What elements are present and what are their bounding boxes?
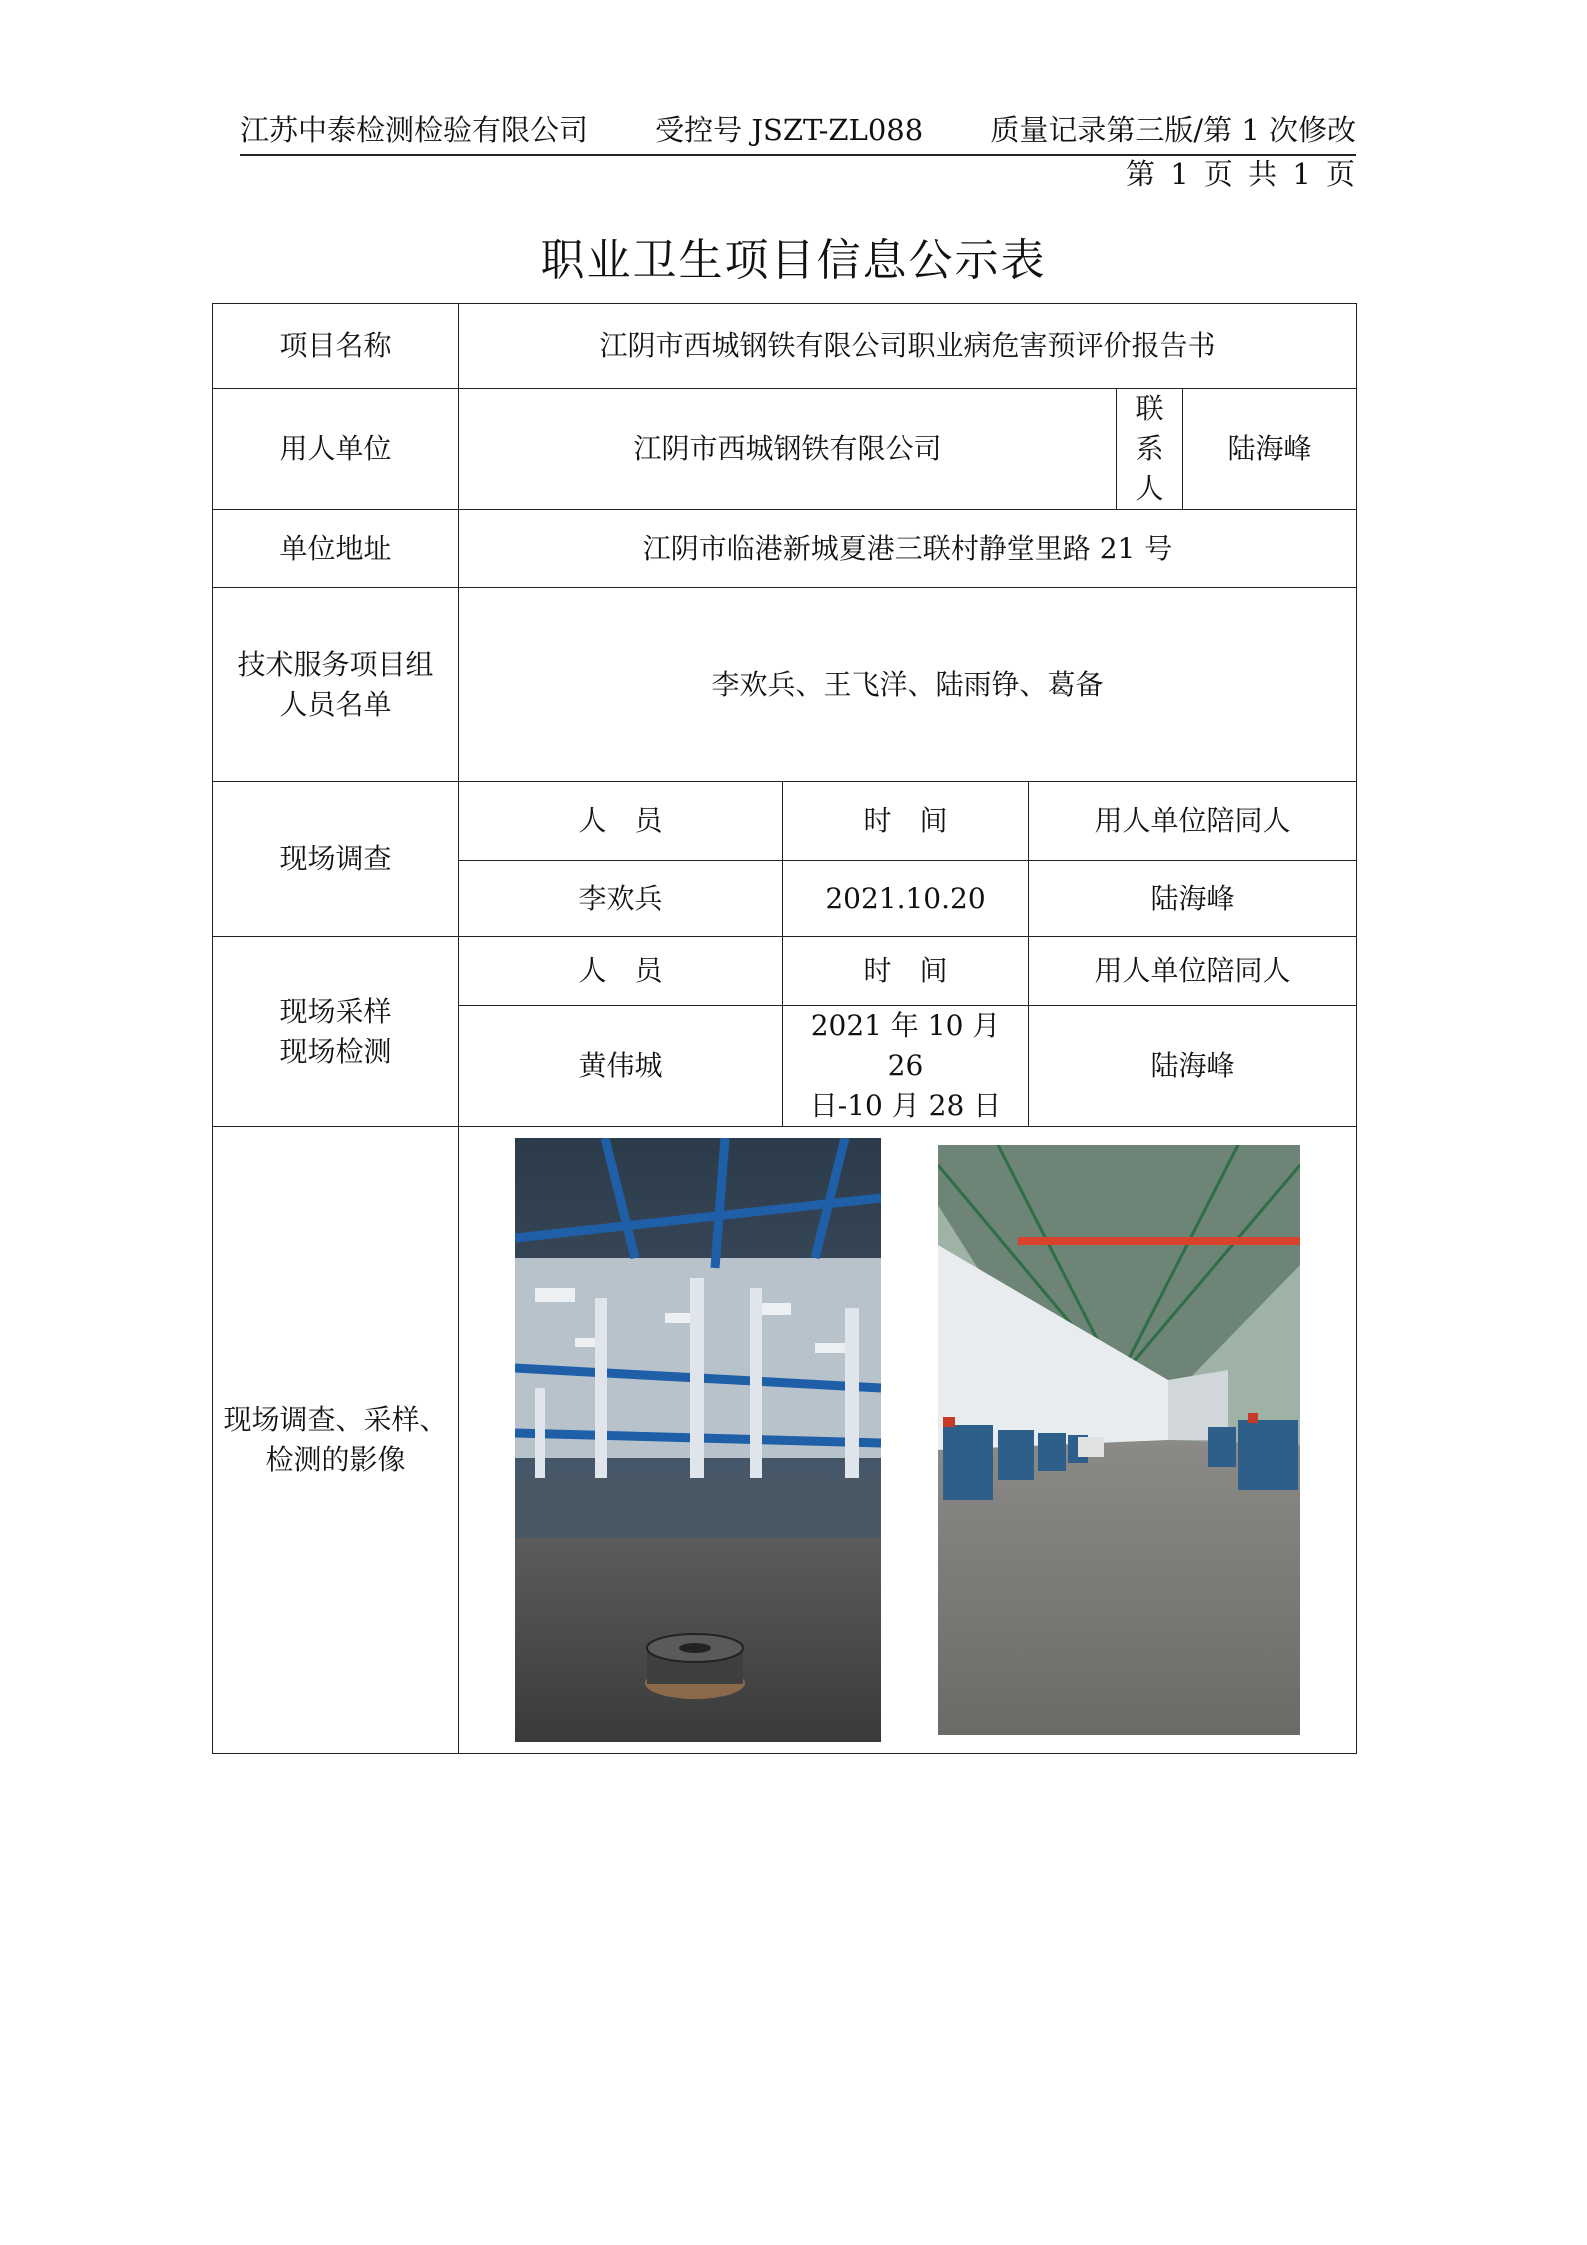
sampling-time-line2: 日-10 月 28 日 (809, 1089, 1002, 1122)
table-row (213, 389, 1357, 510)
factory-interior-photo-2 (938, 1145, 1300, 1735)
survey-col-person: 人 员 (459, 782, 783, 861)
images-label-line2: 检测的影像 (265, 1443, 406, 1476)
survey-col-time: 时 间 (783, 782, 1029, 861)
project-name: 江阴市西城钢铁有限公司职业病危害预评价报告书 (459, 304, 1357, 389)
site-photos (459, 1138, 1356, 1742)
employer-name: 江阴市西城钢铁有限公司 (459, 389, 1117, 510)
table-row (213, 304, 1357, 389)
images-label-line1: 现场调查、采样、 (223, 1403, 448, 1436)
site-photos-cell (459, 1127, 1357, 1754)
page-count: 第 1 页 共 1 页 (1126, 157, 1355, 191)
document-title: 职业卫生项目信息公示表 (540, 235, 1047, 286)
control-number: 受控号 JSZT-ZL088 (655, 113, 924, 147)
contact-label: 联系人 (1117, 389, 1183, 510)
sampling-label-line2: 现场检测 (279, 1034, 392, 1068)
images-label (213, 1127, 459, 1754)
survey-companion: 陆海峰 (1029, 861, 1357, 937)
table-row (213, 588, 1357, 782)
address-label: 单位地址 (213, 510, 459, 588)
sampling-col-companion: 用人单位陪同人 (1029, 937, 1357, 1006)
address-value: 江阴市临港新城夏港三联村静堂里路 21 号 (459, 510, 1357, 588)
sampling-label-line1: 现场采样 (279, 994, 392, 1028)
employer-label: 用人单位 (213, 389, 459, 510)
survey-time: 2021.10.20 (783, 861, 1029, 937)
team-label (213, 588, 459, 782)
info-table (212, 303, 1357, 1754)
factory-interior-photo-1 (515, 1138, 881, 1742)
sampling-label (213, 937, 459, 1127)
sampling-col-person: 人 员 (459, 937, 783, 1006)
team-members: 李欢兵、王飞洋、陆雨铮、葛备 (459, 588, 1357, 782)
sampling-col-time: 时 间 (783, 937, 1029, 1006)
contact-name: 陆海峰 (1183, 389, 1357, 510)
survey-label: 现场调查 (213, 782, 459, 937)
team-label-line2: 人员名单 (279, 687, 392, 721)
survey-person: 李欢兵 (459, 861, 783, 937)
sampling-person: 黄伟城 (459, 1006, 783, 1127)
survey-col-companion: 用人单位陪同人 (1029, 782, 1357, 861)
page-header (240, 108, 1356, 156)
company-name: 江苏中泰检测检验有限公司 (240, 113, 589, 147)
team-label-line1: 技术服务项目组 (237, 647, 434, 681)
sampling-companion: 陆海峰 (1029, 1006, 1357, 1127)
sampling-time (783, 1006, 1029, 1127)
table-row (213, 782, 1357, 861)
edition-info: 质量记录第三版/第 1 次修改 (990, 113, 1356, 147)
table-row (213, 1127, 1357, 1754)
sampling-time-line1: 2021 年 10 月 26 (810, 1009, 1001, 1082)
table-row (213, 510, 1357, 588)
project-name-label: 项目名称 (213, 304, 459, 389)
table-row (213, 937, 1357, 1006)
